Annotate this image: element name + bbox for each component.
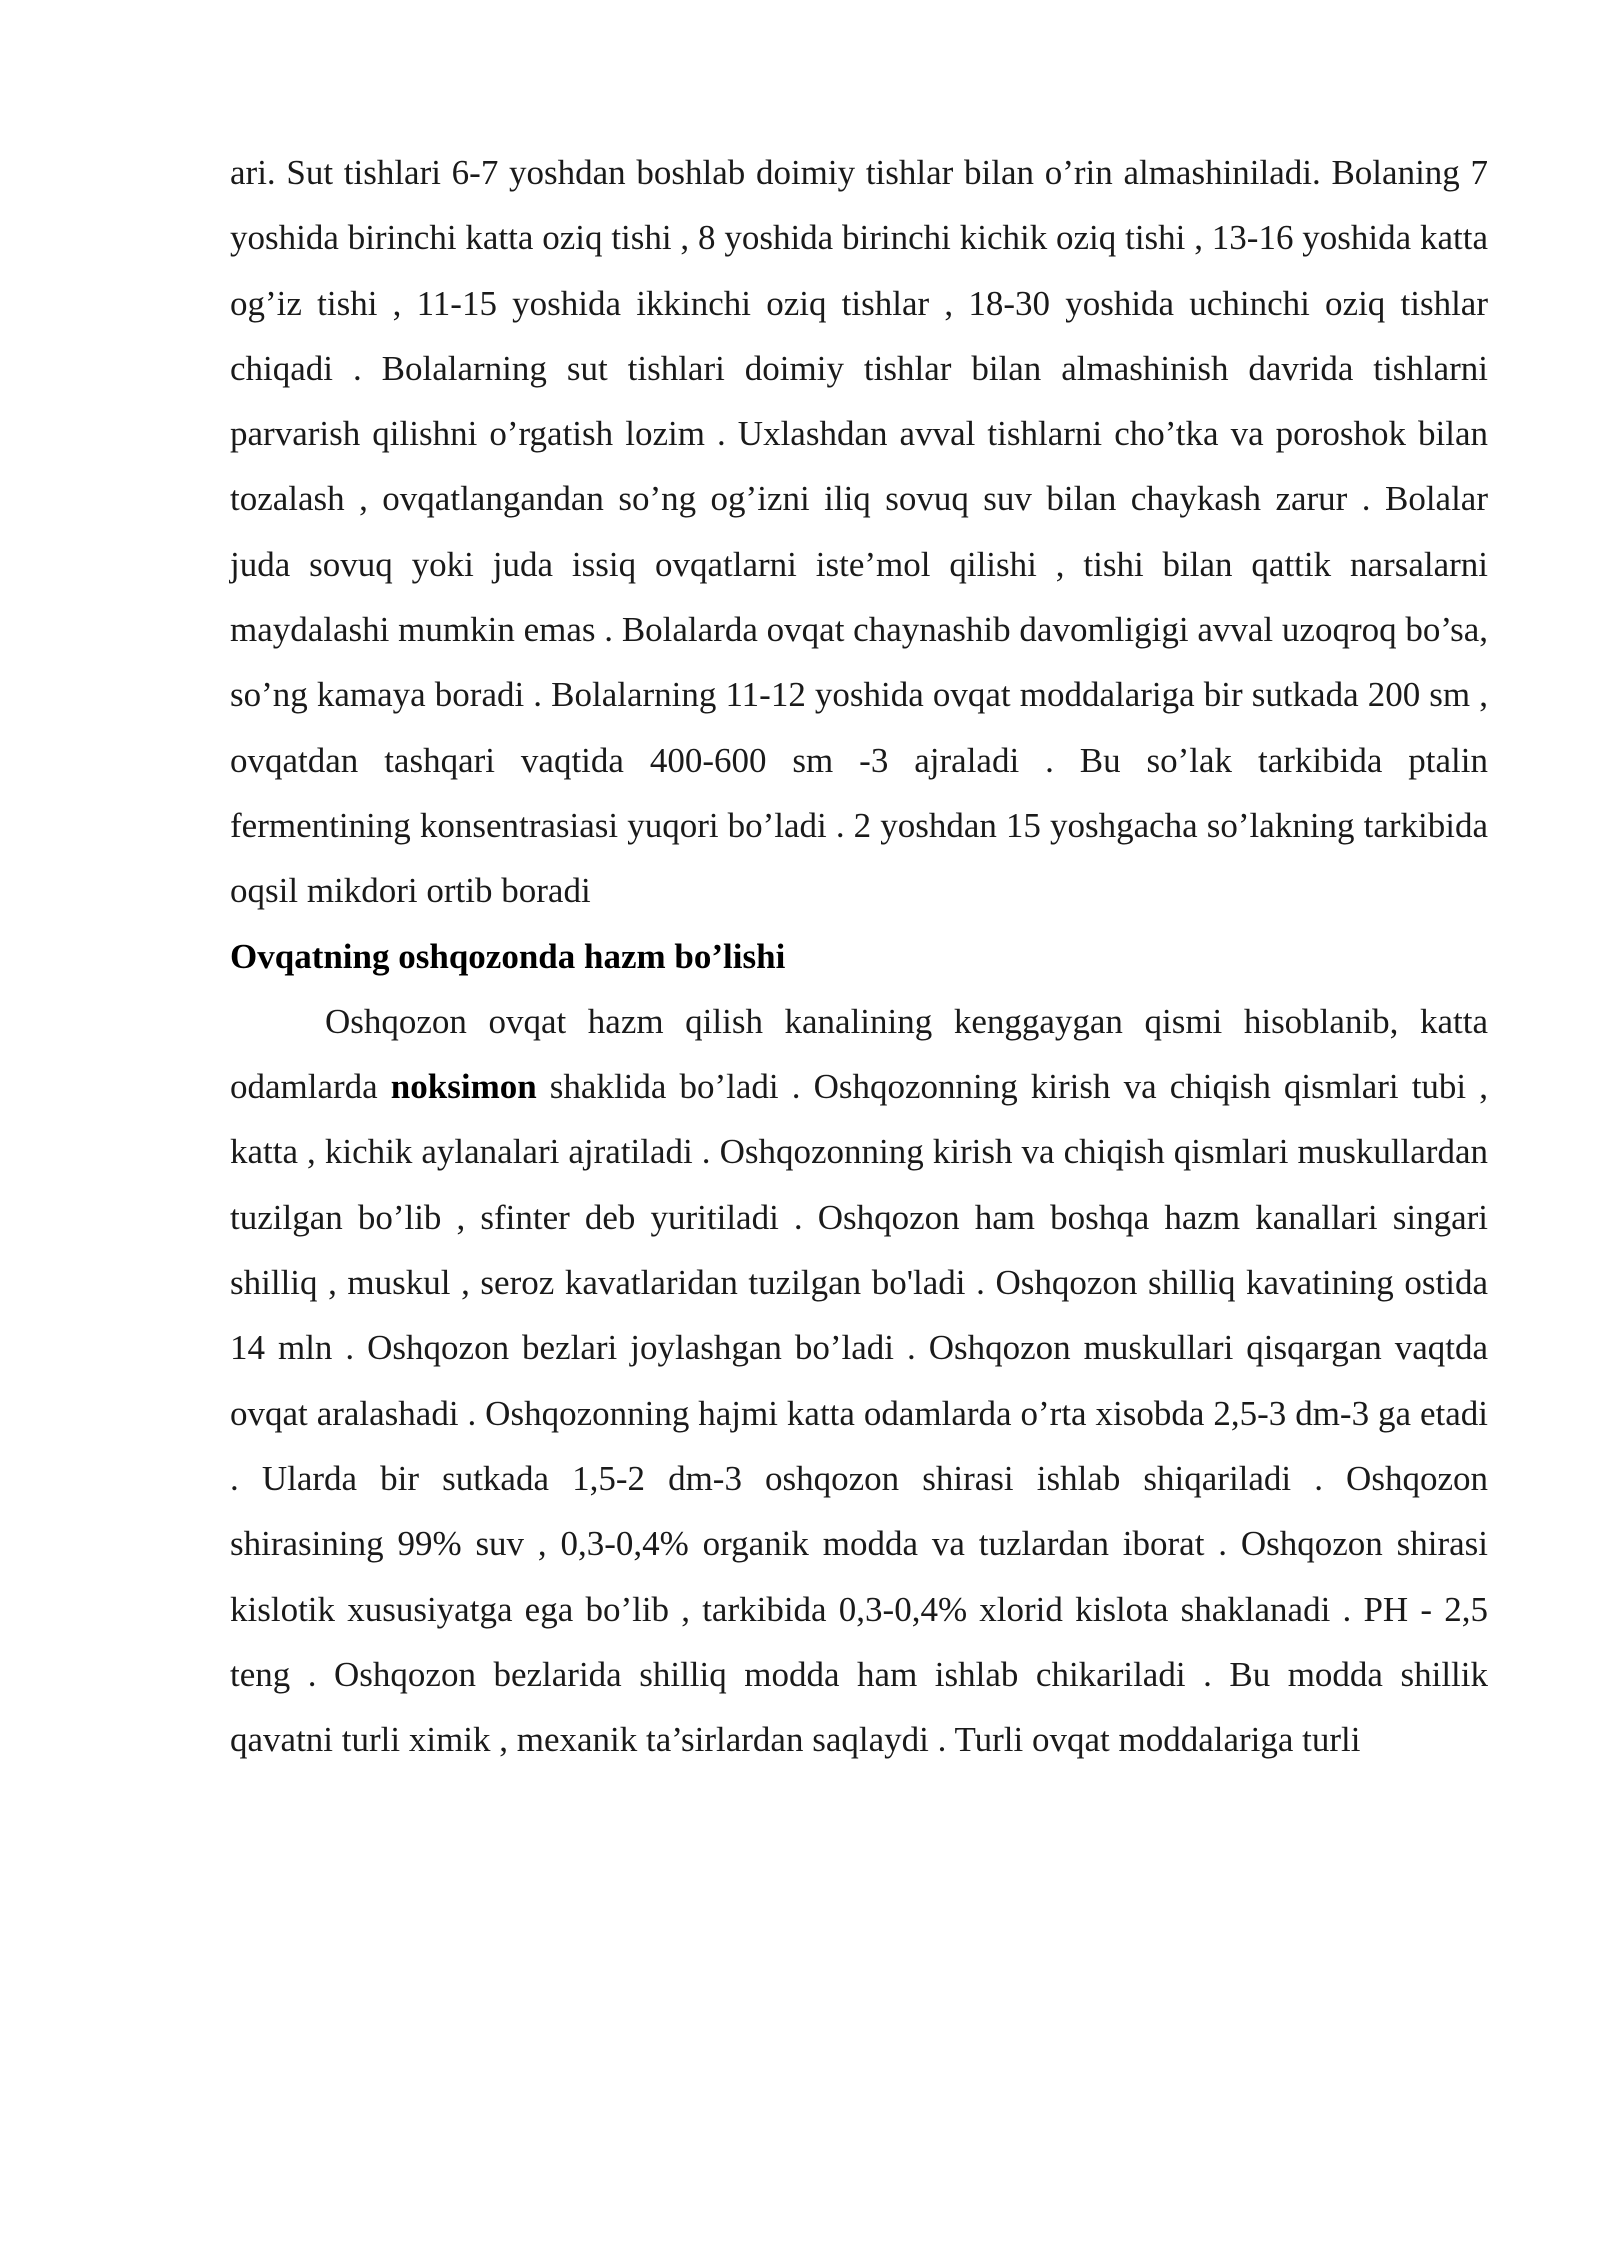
paragraph-stomach bbox=[230, 989, 1488, 1773]
paragraph-stomach-text-1: Oshqozon ovqat hazm qilish kanalining kenggaygan qismi hisoblanib, katta odamlarda bbox=[230, 1001, 1488, 1107]
document-page bbox=[230, 140, 1488, 1772]
section-heading: Ovqatning oshqozonda hazm bo’lishi bbox=[230, 936, 786, 976]
bold-term: noksimon bbox=[390, 1067, 537, 1107]
paragraph-stomach-text-2: shaklida bo’ladi . Oshqozonning kirish va chiqish qismlari tubi , katta , kichik aylanalari ajratiladi . Oshqozonning kirish va chiqish qismlari muskullardan tuzilgan bo’lib , sfinter deb yuritiladi . Oshqozon ham boshqa hazm kanallari singari shilliq , muskul , seroz kavatlaridan tuzilgan bo'ladi . Oshqozon shilliq kavatining ostida 14 mln . Oshqozon bezlari joylashgan bo’ladi . Oshqozon muskullari qisqargan vaqtda ovqat aralashadi . Oshqozonning hajmi katta odamlarda o’rta xisobda 2,5-3 dm-3 ga etadi . Ularda bir sutkada 1,5-2 dm-3 oshqozon shirasi ishlab shiqariladi . Oshqozon shirasining 99% suv , 0,3-0,4% organik modda va tuzlardan iborat . Oshqozon shirasi kislotik xususiyatga ega bo’lib , tarkibida 0,3-0,4% xlorid kislota shaklanadi . PH - 2,5 teng . Oshqozon bezlarida shilliq modda ham ishlab chikariladi . Bu modda shillik qavatni turli ximik , mexanik ta’sirlardan saqlaydi . Turli ovqat moddalariga turli bbox=[230, 1067, 1488, 1760]
paragraph-teeth: ari. Sut tishlari 6-7 yoshdan boshlab doimiy tishlar bilan o’rin almashiniladi. Bolaning 7 yoshida birinchi katta oziq tishi , 8 yoshida birinchi kichik oziq tishi , 13-16 yoshida katta og’iz tishi , 11-15 yoshida ikkinchi oziq tishlar , 18-30 yoshida uchinchi oziq tishlar chiqadi . Bolalarning sut tishlari doimiy tishlar bilan almashinish davrida tishlarni parvarish qilishni o’rgatish lozim . Uxlashdan avval tishlarni cho’tka va poroshok bilan tozalash , ovqatlangandan so’ng og’izni iliq sovuq suv bilan chaykash zarur . Bolalar juda sovuq yoki juda issiq ovqatlarni iste’mol qilishi , tishi bilan qattik narsalarni maydalashi mumkin emas . Bolalarda ovqat chaynashib davomligigi avval uzoqroq bo’sa, so’ng kamaya boradi . Bolalarning 11-12 yoshida ovqat moddalariga bir sutkada 200 sm , ovqatdan tashqari vaqtida 400-600 sm -3 ajraladi . Bu so’lak tarkibida ptalin fermentining konsentrasiasi yuqori bo’ladi . 2 yoshdan 15 yoshgacha so’lakning tarkibida oqsil mikdori ortib boradi bbox=[230, 153, 1488, 911]
